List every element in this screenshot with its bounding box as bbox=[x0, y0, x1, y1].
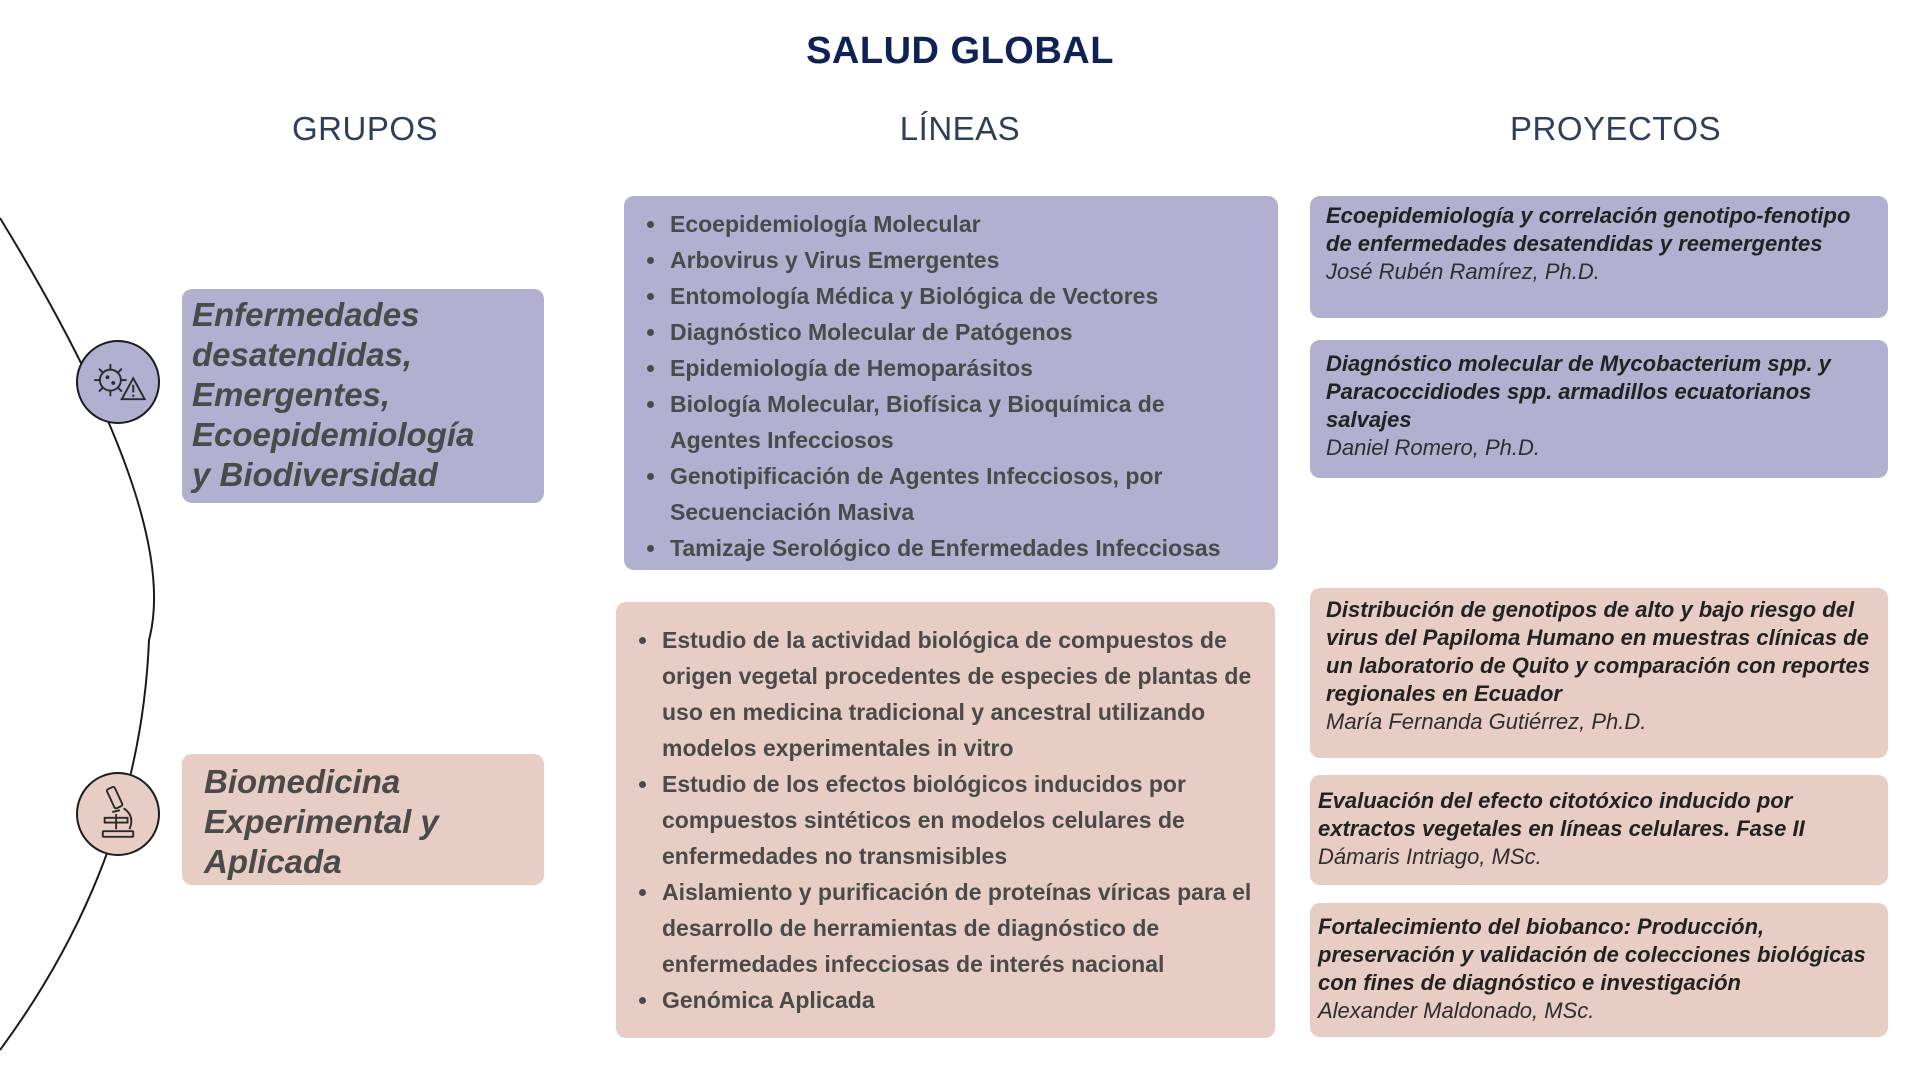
project-card bbox=[1310, 588, 1888, 758]
lines-box-group-1 bbox=[624, 196, 1278, 570]
lines-box-group-2 bbox=[616, 602, 1275, 1038]
project-title: Evaluación del efecto citotóxico inducido por extractos vegetales en líneas celulares. Fase II bbox=[1318, 788, 1805, 841]
project-title: Diagnóstico molecular de Mycobacterium spp. y Paracoccidiodes spp. armadillos ecuatorianos salvajes bbox=[1326, 351, 1831, 432]
project-title: Fortalecimiento del biobanco: Producción, preservación y validación de colecciones biológicas con fines de diagnóstico e investigación bbox=[1318, 914, 1866, 995]
virus-warning-icon bbox=[76, 340, 160, 424]
list-item: • Arbovirus y Virus Emergentes bbox=[668, 242, 1270, 278]
page-title: SALUD GLOBAL bbox=[806, 30, 1114, 72]
lines-list bbox=[624, 206, 1270, 566]
column-header-projects: PROYECTOS bbox=[1510, 110, 1722, 147]
list-item: • Genotipificación de Agentes Infecciosos, por Secuenciación Masiva bbox=[668, 458, 1270, 530]
group-label-line: Enfermedades bbox=[192, 296, 420, 333]
group-label-line: Biomedicina bbox=[204, 763, 401, 800]
project-card bbox=[1310, 340, 1888, 478]
project-card bbox=[1310, 903, 1888, 1037]
group-label-line: Ecoepidemiología bbox=[192, 416, 475, 453]
project-title: Ecoepidemiología y correlación genotipo-fenotipo de enfermedades desatendidas y reemergentes bbox=[1326, 203, 1851, 256]
project-card bbox=[1310, 775, 1888, 885]
group-label bbox=[204, 762, 534, 882]
project-author: Dámaris Intriago, MSc. bbox=[1318, 844, 1542, 869]
project-author: Daniel Romero, Ph.D. bbox=[1326, 435, 1540, 460]
group-label-line: y Biodiversidad bbox=[192, 456, 438, 493]
project-author: Alexander Maldonado, MSc. bbox=[1318, 998, 1595, 1023]
group-label-line: Experimental y bbox=[204, 803, 439, 840]
column-header-lines: LÍNEAS bbox=[899, 110, 1021, 147]
list-item: • Aislamiento y purificación de proteínas víricas para el desarrollo de herramientas de diagnóstico de enfermedades infecciosas de interés nacional bbox=[660, 874, 1269, 982]
group-box-biomedicina bbox=[182, 754, 544, 885]
project-title: Distribución de genotipos de alto y bajo riesgo del virus del Papiloma Humano en muestras clínicas de un laboratorio de Quito y comparación con reportes regionales en Ecuador bbox=[1326, 597, 1870, 706]
list-item: • Tamizaje Serológico de Enfermedades Infecciosas bbox=[668, 530, 1270, 566]
project-author: José Rubén Ramírez, Ph.D. bbox=[1326, 259, 1600, 284]
list-item: • Ecoepidemiología Molecular bbox=[668, 206, 1270, 242]
lines-list bbox=[616, 622, 1269, 1018]
group-label bbox=[192, 295, 534, 495]
group-box-enfermedades bbox=[182, 289, 544, 503]
project-author: María Fernanda Gutiérrez, Ph.D. bbox=[1326, 709, 1647, 734]
group-label-line: Emergentes, bbox=[192, 376, 391, 413]
column-header-groups: GRUPOS bbox=[291, 110, 439, 147]
list-item: • Biología Molecular, Biofísica y Bioquímica de Agentes Infecciosos bbox=[668, 386, 1270, 458]
microscope-icon bbox=[76, 772, 160, 856]
list-item: • Diagnóstico Molecular de Patógenos bbox=[668, 314, 1270, 350]
list-item: • Genómica Aplicada bbox=[660, 982, 1269, 1018]
group-label-line: desatendidas, bbox=[192, 336, 413, 373]
list-item: • Estudio de los efectos biológicos inducidos por compuestos sintéticos en modelos celulares de enfermedades no transmisibles bbox=[660, 766, 1269, 874]
list-item: • Estudio de la actividad biológica de compuestos de origen vegetal procedentes de especies de plantas de uso en medicina tradicional y ancestral utilizando modelos experimentales in vitro bbox=[660, 622, 1269, 766]
project-card bbox=[1310, 196, 1888, 318]
list-item: • Entomología Médica y Biológica de Vectores bbox=[668, 278, 1270, 314]
group-label-line: Aplicada bbox=[204, 843, 342, 880]
decorative-arc bbox=[0, 0, 200, 1080]
list-item: • Epidemiología de Hemoparásitos bbox=[668, 350, 1270, 386]
